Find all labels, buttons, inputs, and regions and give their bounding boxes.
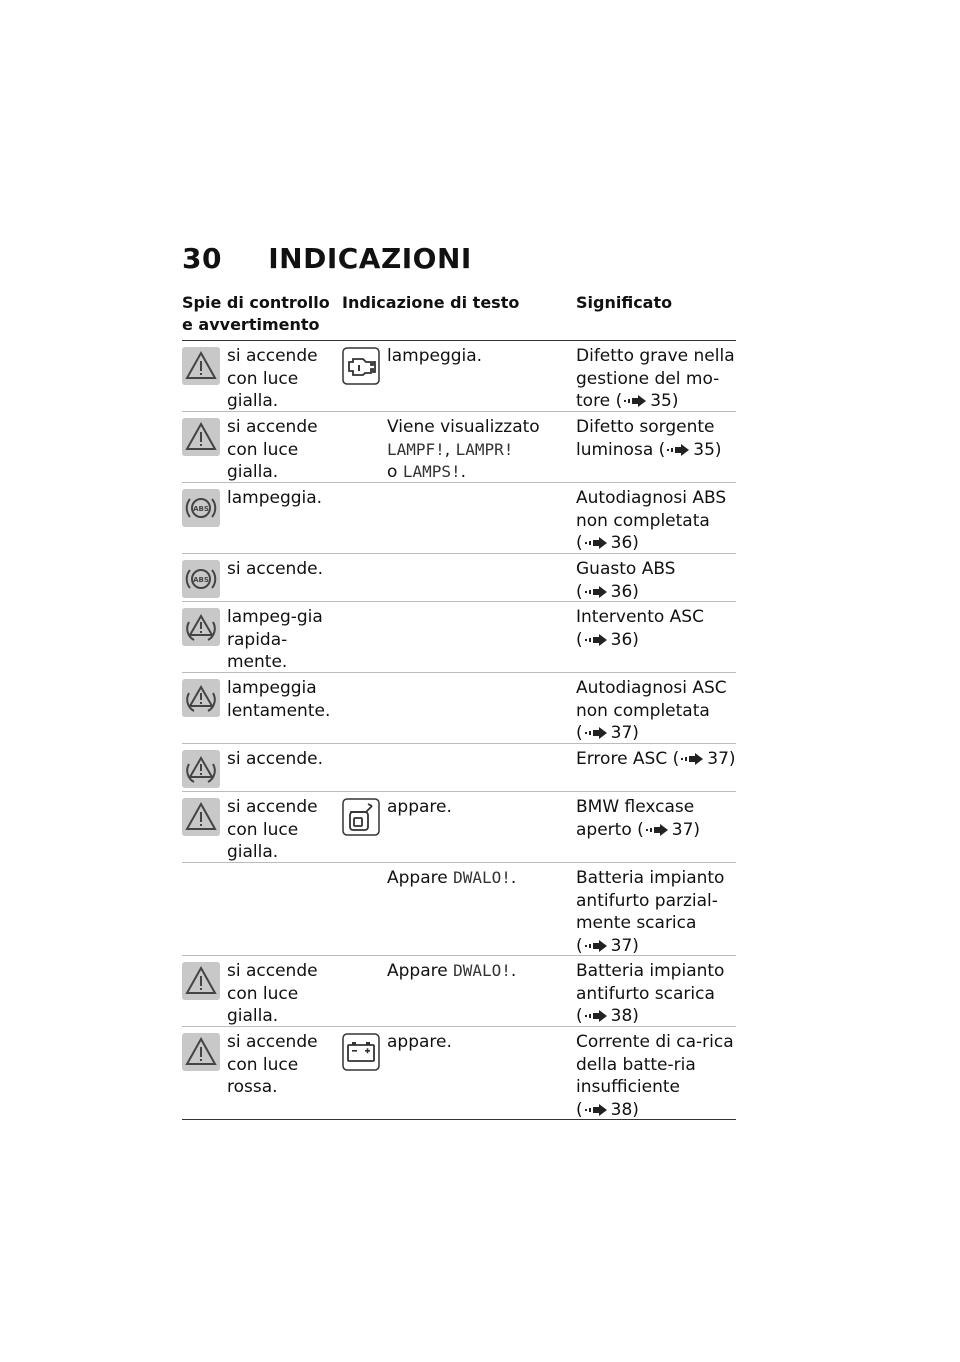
display-code: LAMPR! [455,439,514,459]
warning-triangle-icon [182,347,220,392]
meaning-text: Batteria impianto antifurto parzial-mente scarica [576,868,725,933]
asc-icon [182,750,220,795]
meaning-text: Corrente di ca-rica della batte-ria insufficiente [576,1032,734,1097]
battery-icon [342,1033,380,1078]
abs-icon [182,489,220,534]
warning-triangle-icon [182,962,220,1007]
lamp-text: si accende. [227,559,323,579]
table-row [182,863,736,956]
meaning: Batteria impianto antifurto parzial-mente scarica ( 37) [576,868,725,956]
table-row [182,673,736,744]
page-ref-arrow-icon [646,824,668,836]
meaning: Difetto sorgente luminosa ( 35) [576,417,722,460]
asc-icon [182,608,220,653]
table-row [182,412,736,483]
svg-text:ABS: ABS [193,505,209,513]
indicator-table [182,340,736,1120]
display-code: LAMPF! [387,439,445,459]
meaning: Difetto grave nella gestione del mo-tore ( 35) [576,346,735,411]
column-header-meaning: Significato [576,293,673,312]
text-indication: lampeggia. [387,346,483,366]
table-row [182,341,736,412]
meaning-text: Guasto ABS [576,559,676,579]
lamp-text: si accende con luce rossa. [227,1032,318,1097]
meaning-text: Difetto sorgente luminosa [576,417,715,460]
page-ref[interactable]: 35 [650,391,672,411]
page-ref[interactable]: 36 [610,581,633,602]
page-ref-arrow-icon [585,1010,607,1022]
warning-triangle-icon [182,418,220,463]
engine-icon [342,347,380,392]
page-ref-arrow-icon [585,940,607,952]
page-number: 30 [182,242,222,275]
meaning-text: Difetto grave nella gestione del mo-tore [576,346,735,411]
abs-icon [182,560,220,605]
lamp-text: lampeggia. [227,488,323,508]
display-code: DWALO! [453,868,511,887]
meaning-text: BMW flexcase aperto [576,797,695,840]
table-row [182,956,736,1027]
meaning: Guasto ABS ( 36) [576,559,676,602]
warning-triangle-icon [182,1033,220,1078]
asc-icon [182,679,220,724]
lamp-text: si accende con luce gialla. [227,417,318,482]
page-ref[interactable]: 36 [610,629,633,650]
meaning: BMW flexcase aperto ( 37) [576,797,701,840]
page-ref[interactable]: 37 [707,749,729,769]
table-row [182,554,736,602]
code-separator: o [387,462,403,482]
page-ref-arrow-icon [585,537,607,549]
text-indication: appare. [387,1032,452,1052]
lamp-text: si accende con luce gialla. [227,961,318,1026]
code-end: . [510,961,517,981]
table-row [182,792,736,863]
column-header-lamps: Spie di controllo e avvertimento [182,293,330,334]
flexcase-icon [342,798,380,843]
page-ref-arrow-icon [585,586,607,598]
code-separator: , [444,439,456,460]
text-prefix: Appare [387,868,448,888]
column-header-text: Indicazione di testo [342,293,520,312]
page-ref[interactable]: 37 [610,723,633,743]
text-prefix: Appare [387,961,448,981]
meaning: Intervento ASC ( 36) [576,607,704,650]
meaning-text: Autodiagnosi ABS non completata [576,488,727,531]
page-ref[interactable]: 36 [610,533,633,553]
section-title: INDICAZIONI [268,242,472,275]
warning-triangle-icon [182,798,220,843]
meaning-text: Errore ASC [576,749,668,769]
meaning: Batteria impianto antifurto scarica ( 38) [576,961,725,1026]
page-ref-arrow-icon [624,395,646,407]
text-indication: appare. [387,797,452,817]
display-code: DWALO! [453,961,511,980]
table-row [182,1027,736,1120]
meaning-text: Autodiagnosi ASC non completata [576,678,727,721]
text-prefix: Viene visualizzato [387,417,540,437]
page-ref-arrow-icon [585,727,607,739]
page-ref-arrow-icon [585,1104,607,1116]
page-header [182,242,472,275]
display-code: LAMPS! [402,462,461,481]
lamp-text: si accende con luce gialla. [227,346,318,411]
text-indication [387,867,557,890]
meaning: Autodiagnosi ABS non completata ( 36) [576,488,727,553]
page-ref[interactable]: 35 [693,439,715,460]
lamp-text: si accende con luce gialla. [227,797,318,862]
meaning-text: Intervento ASC [576,607,704,627]
text-indication [387,416,557,484]
page-ref[interactable]: 38 [610,1006,633,1026]
page-ref-arrow-icon [585,634,607,646]
page-ref-arrow-icon [681,753,703,765]
meaning-text: Batteria impianto antifurto scarica [576,961,725,1004]
table-row [182,602,736,673]
page-ref-arrow-icon [667,444,689,456]
meaning: Errore ASC ( 37) [576,749,736,769]
meaning: Autodiagnosi ASC non completata ( 37) [576,678,727,743]
lamp-text: si accende. [227,749,323,769]
page-ref[interactable]: 37 [610,935,633,956]
page-ref[interactable]: 37 [671,819,694,840]
code-end: . [460,462,467,482]
lamp-text: lampeg-gia rapida-mente. [227,607,323,672]
code-end: . [510,868,517,888]
svg-text:ABS: ABS [193,576,209,584]
page-ref[interactable]: 38 [610,1099,633,1120]
table-row [182,744,736,792]
meaning: Corrente di ca-rica della batte-ria insufficiente ( 38) [576,1032,734,1120]
table-row [182,483,736,554]
lamp-text: lampeggia lentamente. [227,678,331,721]
text-indication [387,960,557,983]
